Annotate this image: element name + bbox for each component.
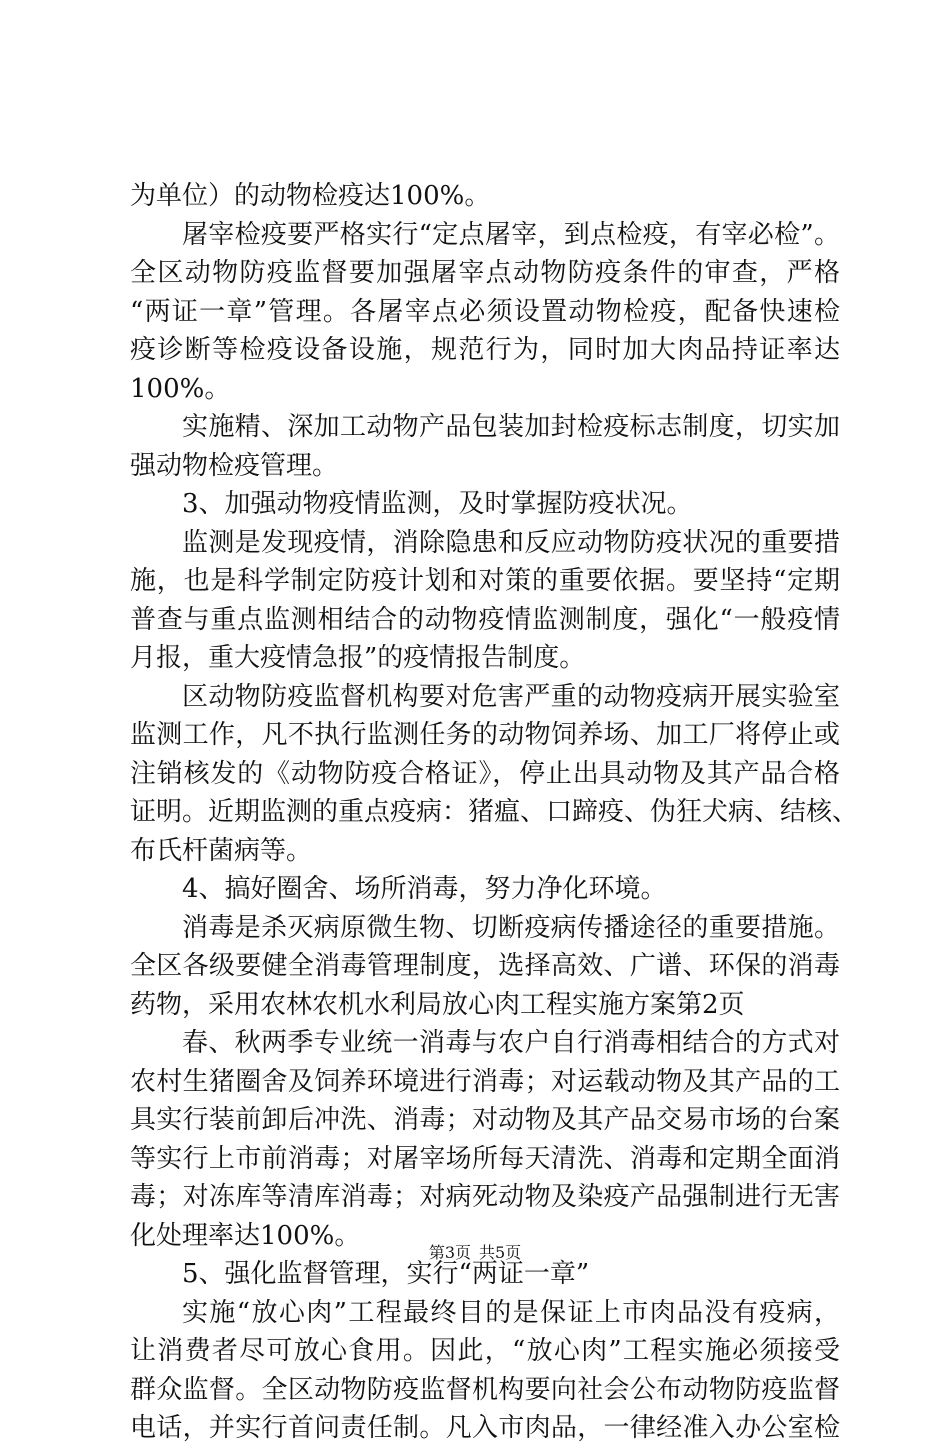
text-line: 施，也是科学制定防疫计划和对策的重要依据。要坚持“定期 (130, 566, 840, 596)
text-line: 等实行上市前消毒；对屠宰场所每天清洗、消毒和定期全面消 (130, 1143, 840, 1174)
text-line: 群众监督。全区动物防疫监督机构要向社会公布动物防疫监督 (130, 1374, 840, 1405)
text-line: 化处理率达100%。 (130, 1220, 361, 1251)
text-line: 农村生猪圈舍及饲养环境进行消毒；对运载动物及其产品的工 (130, 1066, 840, 1097)
text-line: 3、加强动物疫情监测，及时掌握防疫状况。 (182, 489, 693, 519)
text-line: 监测是发现疫情，消除隐患和反应动物防疫状况的重要措 (182, 527, 840, 558)
text-line: 注销核发的《动物防疫合格证》，停止出具动物及其产品合格 (130, 758, 840, 789)
text-line: 监测工作，凡不执行监测任务的动物饲养场、加工厂将停止或 (130, 720, 840, 750)
page-number: 第3页 (428, 1243, 471, 1262)
text-line: 布氏杆菌病等。 (130, 835, 313, 866)
text-line: 屠宰检疫要严格实行“定点屠宰，到点检疫，有宰必检”。 (182, 219, 840, 250)
text-line: 春、秋两季专业统一消毒与农户自行消毒相结合的方式对 (182, 1028, 840, 1058)
text-line: 实施“放心肉”工程最终目的是保证上市肉品没有疫病， (182, 1297, 840, 1328)
text-line: 全区动物防疫监督要加强屠宰点动物防疫条件的审查，严格 (130, 258, 840, 288)
text-line: 月报，重大疫情急报”的疫情报告制度。 (130, 643, 586, 673)
text-line: 普查与重点监测相结合的动物疫情监测制度，强化“一般疫情 (130, 604, 840, 635)
text-line: 疫诊断等检疫设备设施，规范行为，同时加大肉品持证率达 (130, 335, 840, 365)
text-line: 为单位）的动物检疫达100%。 (130, 181, 491, 211)
text-line: 毒；对冻库等清库消毒；对病死动物及染疫产品强制进行无害 (130, 1182, 840, 1212)
text-line: “两证一章”管理。各屠宰点必须设置动物检疫，配备快速检 (130, 296, 840, 327)
text-line: 电话，并实行首问责任制。凡入市肉品，一律经准入办公室检 (130, 1413, 840, 1443)
text-line: 实施精、深加工动物产品包装加封检疫标志制度，切实加 (182, 412, 840, 442)
text-line: 4、搞好圈舍、场所消毒，努力净化环境。 (182, 874, 667, 904)
text-line: 消毒是杀灭病原微生物、切断疫病传播途径的重要措施。 (182, 912, 840, 943)
text-line: 100%。 (130, 373, 231, 404)
page-total: 共5页 (479, 1243, 522, 1262)
text-line: 全区各级要健全消毒管理制度，选择高效、广谱、环保的消毒 (130, 951, 840, 981)
page-footer (0, 1242, 950, 1264)
text-line: 让消费者尽可放心食用。因此，“放心肉”工程实施必须接受 (130, 1336, 840, 1366)
text-line: 具实行装前卸后冲洗、消毒；对动物及其产品交易市场的台案 (130, 1105, 840, 1135)
text-line: 药物，采用农林农机水利局放心肉工程实施方案第2页 (130, 989, 745, 1020)
text-line: 5、强化监督管理，实行“两证一章” (182, 1259, 590, 1289)
text-line: 区动物防疫监督机构要对危害严重的动物疫病开展实验室 (182, 681, 840, 712)
text-line: 证明。近期监测的重点疫病：猪瘟、口蹄疫、伪狂犬病、结核、 (130, 797, 859, 827)
text-line: 强动物检疫管理。 (130, 450, 339, 481)
